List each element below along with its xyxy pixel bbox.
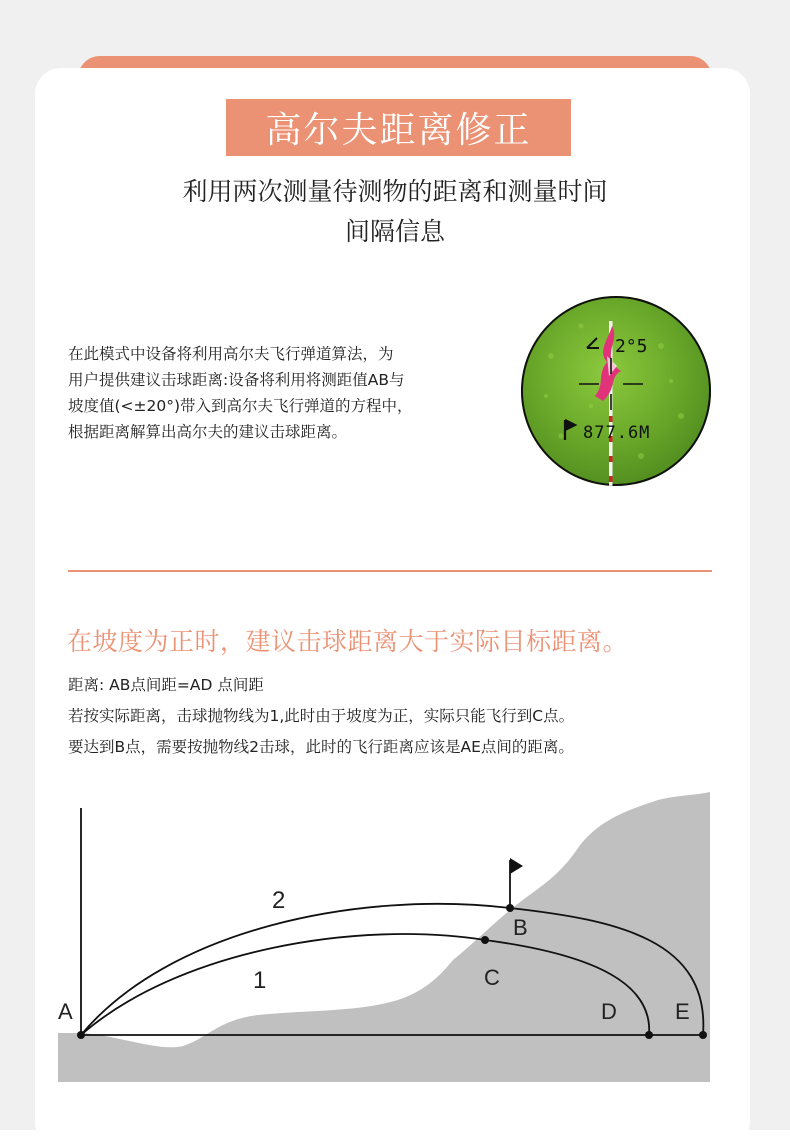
explanation-line: 若按实际距离，击球抛物线为1,此时由于坡度为正，实际只能飞行到C点。	[68, 707, 575, 725]
explanation-line: 距离: AB点间距=AD 点间距	[68, 676, 264, 694]
label-b: B	[513, 915, 528, 940]
label-c: C	[484, 965, 500, 990]
subtitle-line: 间隔信息	[344, 217, 445, 246]
terrain-slope	[58, 792, 710, 1082]
rangefinder-view	[521, 296, 711, 486]
label-a: A	[58, 999, 73, 1024]
mode-description	[68, 341, 488, 445]
description-line: 根据距离解算出高尔夫的建议击球距离。	[68, 423, 348, 441]
page-title: 高尔夫距离修正	[265, 110, 532, 151]
section-divider	[68, 570, 712, 572]
section-explanation	[68, 670, 748, 763]
point-b	[506, 904, 514, 912]
title-banner	[226, 99, 571, 156]
label-curve-1: 1	[253, 967, 267, 994]
point-a	[77, 1031, 85, 1039]
label-d: D	[601, 999, 617, 1024]
label-e: E	[675, 999, 690, 1024]
trajectory-diagram	[58, 790, 710, 1085]
angle-readout: 2°5	[615, 336, 648, 357]
description-line: 在此模式中设备将利用高尔夫飞行弹道算法，为	[68, 345, 394, 363]
point-d	[645, 1031, 653, 1039]
subtitle-line: 利用两次测量待测物的距离和测量时间	[182, 177, 608, 206]
distance-readout: 877.6M	[583, 423, 651, 443]
description-line: 用户提供建议击球距离:设备将利用将测距值AB与	[68, 371, 405, 389]
explanation-line: 要达到B点，需要按抛物线2击球，此时的飞行距离应该是AE点间的距离。	[68, 738, 574, 756]
point-e	[699, 1031, 707, 1039]
angle-icon	[587, 338, 599, 348]
description-line: 坡度值(<±20°)带入到高尔夫飞行弹道的方程中，	[68, 397, 413, 415]
subtitle	[120, 172, 670, 252]
label-curve-2: 2	[272, 887, 286, 914]
point-c	[481, 936, 489, 944]
target-flag-icon	[510, 858, 523, 874]
section-heading: 在坡度为正时，建议击球距离大于实际目标距离。	[67, 627, 629, 656]
flag-marker-icon	[565, 420, 575, 440]
